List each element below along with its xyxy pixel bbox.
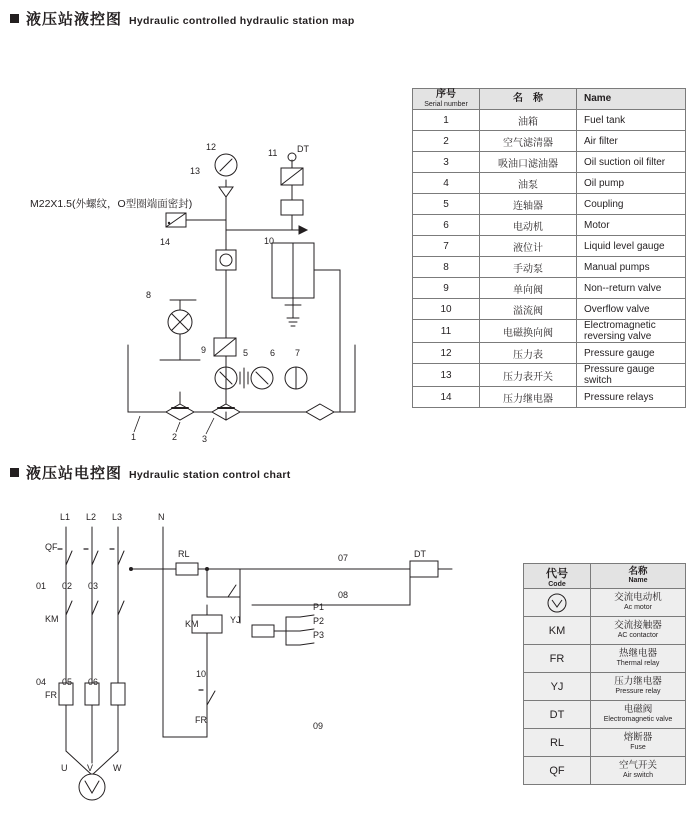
code-table [523,563,686,785]
svg-text:YJ: YJ [230,615,241,625]
parts-table [412,88,686,408]
thread-note: M22X1.5(外螺纹，O型圈端面密封) [30,198,193,210]
row-name-en: Motor [577,215,686,236]
table-row [413,387,686,408]
svg-text:RL: RL [178,549,190,559]
section-title-cn: 液压站液控图 [26,11,123,28]
svg-text:06: 06 [88,677,99,687]
svg-text:U: U [61,763,68,773]
table-row [413,173,686,194]
table-row [524,729,686,757]
table-row [413,257,686,278]
svg-text:DT: DT [297,144,309,154]
svg-text:P3: P3 [313,630,325,640]
row-serial: 12 [413,343,480,364]
svg-text:10: 10 [196,669,207,679]
svg-text:N: N [158,512,165,522]
table-header-row [413,89,686,110]
row-name-en: Pressure gauge [577,343,686,364]
svg-text:8: 8 [146,290,152,300]
row-serial: 5 [413,194,480,215]
svg-text:08: 08 [338,590,349,600]
svg-text:P1: P1 [313,602,325,612]
svg-text:11: 11 [268,148,278,158]
row-name-en: Electromagnetic reversing valve [577,320,686,343]
svg-text:KM: KM [45,614,59,624]
svg-text:10: 10 [264,236,275,246]
svg-text:09: 09 [313,721,324,731]
row-serial: 11 [413,320,480,343]
bullet-square-icon [10,14,19,23]
table-row [524,645,686,673]
header-name-en: Name [577,89,686,110]
table-row [413,215,686,236]
row-name-en: Pressure gauge switch [577,364,686,387]
row-name-cn: 压力表开关 [480,364,577,387]
svg-text:L3: L3 [112,512,123,522]
svg-text:01: 01 [36,581,47,591]
row-serial: 1 [413,110,480,131]
row-name: 空气开关 Air switch [591,757,686,785]
svg-text:P2: P2 [313,616,325,626]
row-name: 热继电器 Thermal relay [591,645,686,673]
row-name-cn: 手动泵 [480,257,577,278]
section-title-cn: 液压站电控图 [26,465,123,482]
section-title-en: Hydraulic station control chart [129,469,291,481]
table-row [524,673,686,701]
row-name-en: Oil pump [577,173,686,194]
row-serial: 14 [413,387,480,408]
svg-text:07: 07 [338,553,349,563]
svg-text:6: 6 [270,348,276,358]
svg-text:03: 03 [88,581,99,591]
row-name-cn: 电磁换向阀 [480,320,577,343]
svg-text:1: 1 [131,432,137,442]
row-serial: 2 [413,131,480,152]
svg-text:L2: L2 [86,512,97,522]
header-serial: 序号 Serial number [413,89,480,110]
svg-text:04: 04 [36,677,47,687]
row-name-cn: 压力表 [480,343,577,364]
svg-text:5: 5 [243,348,249,358]
svg-text:14: 14 [160,237,171,247]
table-row [413,299,686,320]
row-name-en: Coupling [577,194,686,215]
header-code: 代号 Code [524,564,591,589]
svg-text:12: 12 [206,142,217,152]
table-row [413,110,686,131]
table-row [413,320,686,343]
row-serial: 4 [413,173,480,194]
table-row [413,131,686,152]
row-name-en: Pressure relays [577,387,686,408]
row-name-cn: 油箱 [480,110,577,131]
svg-text:7: 7 [295,348,301,358]
row-code: RL [524,729,591,757]
section-title-hydraulic [10,8,355,29]
table-row [413,152,686,173]
row-serial: 6 [413,215,480,236]
svg-text:V: V [87,763,94,773]
row-name-cn: 空气滤清器 [480,131,577,152]
table-row [413,194,686,215]
svg-text:KM: KM [185,619,199,629]
table-header-row [524,564,686,589]
row-name: 熔断器 Fuse [591,729,686,757]
section-title-en: Hydraulic controlled hydraulic station map [129,15,355,27]
table-row [524,757,686,785]
row-name-en: Overflow valve [577,299,686,320]
row-name-en: Fuel tank [577,110,686,131]
row-name-cn: 连轴器 [480,194,577,215]
row-serial: 13 [413,364,480,387]
table-row [413,364,686,387]
row-name-en: Air filter [577,131,686,152]
row-serial: 7 [413,236,480,257]
svg-text:13: 13 [190,166,201,176]
bullet-square-icon [10,468,19,477]
svg-text:05: 05 [62,677,73,687]
row-name-en: Manual pumps [577,257,686,278]
row-code: QF [524,757,591,785]
motor-symbol-icon [524,589,591,617]
row-serial: 9 [413,278,480,299]
row-name-cn: 液位计 [480,236,577,257]
row-name-cn: 电动机 [480,215,577,236]
row-code: YJ [524,673,591,701]
row-name: 电磁阀 Electromagnetic valve [591,701,686,729]
svg-text:DT: DT [414,549,426,559]
row-name-en: Non--return valve [577,278,686,299]
svg-text:W: W [113,763,122,773]
row-name-cn: 吸油口滤油器 [480,152,577,173]
row-serial: 10 [413,299,480,320]
table-row [413,343,686,364]
svg-text:FR: FR [45,690,57,700]
row-name: 压力继电器 Pressure relay [591,673,686,701]
header-name: 名称 Name [591,564,686,589]
row-name-en: Oil suction oil filter [577,152,686,173]
row-code: FR [524,645,591,673]
row-name-cn: 油泵 [480,173,577,194]
table-row [524,589,686,617]
row-name-cn: 溢流阀 [480,299,577,320]
table-row [413,236,686,257]
svg-text:9: 9 [201,345,207,355]
row-name: 交流电动机 Ac motor [591,589,686,617]
svg-text:2: 2 [172,432,178,442]
svg-text:QF: QF [45,542,58,552]
svg-text:02: 02 [62,581,73,591]
svg-text:3: 3 [202,434,208,444]
row-serial: 3 [413,152,480,173]
row-name-cn: 单向阀 [480,278,577,299]
row-code: DT [524,701,591,729]
row-name: 交流接触器 AC contactor [591,617,686,645]
row-code: KM [524,617,591,645]
table-row [524,701,686,729]
row-serial: 8 [413,257,480,278]
section-title-control [10,462,291,483]
row-name-en: Liquid level gauge [577,236,686,257]
svg-text:FR: FR [195,715,207,725]
header-name-cn: 名 称 [480,89,577,110]
row-name-cn: 压力继电器 [480,387,577,408]
svg-text:L1: L1 [60,512,71,522]
table-row [524,617,686,645]
table-row [413,278,686,299]
